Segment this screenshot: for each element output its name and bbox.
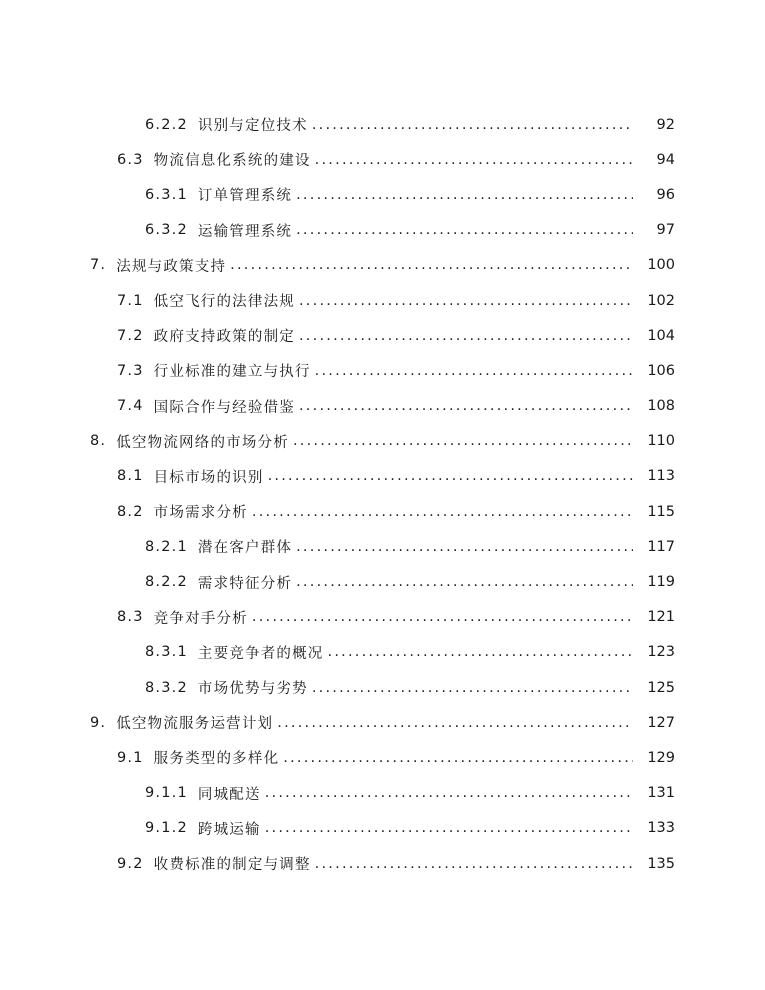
- toc-entry-number: 8.: [90, 433, 107, 450]
- toc-entry-page: 96: [656, 186, 675, 203]
- toc-entry-number: 7.1: [117, 292, 144, 309]
- toc-entry-page: 121: [647, 609, 675, 626]
- toc-entry-number: 6.3.2: [145, 222, 188, 239]
- dot-leader: [312, 117, 633, 133]
- dot-leader: [268, 468, 633, 484]
- toc-entry-title: 物流信息化系统的建设: [153, 153, 311, 170]
- toc-entry-title: 低空飞行的法律法规: [153, 294, 295, 311]
- toc-entry-title: 运输管理系统: [197, 223, 293, 240]
- dot-leader: [277, 715, 633, 731]
- toc-entry-title: 市场优势与劣势: [197, 681, 308, 698]
- dot-leader: [312, 680, 633, 696]
- dot-leader: [296, 222, 633, 238]
- toc-entry[interactable]: [0, 353, 765, 388]
- toc-entry-title: 识别与定位技术: [197, 118, 308, 135]
- toc-entry-page: 110: [647, 433, 675, 450]
- dot-leader: [328, 644, 633, 660]
- toc-entry-page: 117: [647, 538, 675, 555]
- dot-leader: [299, 328, 633, 344]
- toc-entry[interactable]: [0, 283, 765, 318]
- toc-entry-page: 104: [647, 327, 675, 344]
- toc-entry-page: 94: [656, 151, 675, 168]
- toc-entry-number: 8.3: [117, 609, 144, 626]
- toc-entry[interactable]: [0, 213, 765, 248]
- toc-entry[interactable]: [0, 494, 765, 529]
- toc-entry-title: 国际合作与经验借鉴: [153, 399, 295, 416]
- toc-entry-title: 目标市场的识别: [153, 469, 264, 486]
- toc-entry[interactable]: [0, 389, 765, 424]
- toc-entry-page: 100: [647, 257, 675, 274]
- dot-leader: [296, 187, 633, 203]
- toc-entry[interactable]: [0, 811, 765, 846]
- toc-entry[interactable]: [0, 177, 765, 212]
- dot-leader: [230, 257, 633, 273]
- toc-entry[interactable]: [0, 600, 765, 635]
- toc-entry-number: 9.1: [117, 749, 144, 766]
- toc-entry-title: 同城配送: [197, 786, 261, 803]
- table-of-contents: [0, 107, 765, 881]
- toc-entry-page: 113: [647, 468, 675, 485]
- toc-entry-number: 7.2: [117, 327, 144, 344]
- toc-entry-number: 9.: [90, 714, 107, 731]
- toc-entry[interactable]: [0, 670, 765, 705]
- toc-entry-number: 6.2.2: [145, 116, 188, 133]
- dot-leader: [299, 293, 633, 309]
- toc-entry-title: 低空物流服务运营计划: [116, 716, 274, 733]
- toc-entry-title: 收费标准的制定与调整: [153, 857, 311, 874]
- toc-entry-number: 9.1.2: [145, 820, 188, 837]
- toc-entry-page: 125: [647, 679, 675, 696]
- toc-entry-number: 6.3.1: [145, 186, 188, 203]
- toc-entry-number: 7.4: [117, 398, 144, 415]
- toc-entry[interactable]: [0, 248, 765, 283]
- dot-leader: [296, 574, 633, 590]
- dot-leader: [315, 363, 633, 379]
- toc-entry-page: 97: [656, 222, 675, 239]
- toc-entry-number: 8.2.1: [145, 538, 188, 555]
- toc-entry-title: 竞争对手分析: [153, 610, 248, 627]
- dot-leader: [252, 609, 633, 625]
- dot-leader: [265, 820, 633, 836]
- toc-entry-title: 跨城运输: [197, 821, 261, 838]
- dot-leader: [265, 785, 633, 801]
- toc-entry-title: 法规与政策支持: [116, 258, 227, 275]
- toc-entry[interactable]: [0, 846, 765, 881]
- toc-entry-page: 135: [647, 855, 675, 872]
- toc-entry-number: 8.1: [117, 468, 144, 485]
- toc-entry-title: 低空物流网络的市场分析: [116, 434, 289, 451]
- dot-leader: [299, 398, 633, 414]
- toc-entry-number: 7.: [90, 257, 107, 274]
- toc-entry-title: 行业标准的建立与执行: [153, 364, 311, 381]
- toc-entry-title: 市场需求分析: [153, 505, 248, 522]
- dot-leader: [283, 750, 633, 766]
- toc-entry-number: 8.2: [117, 503, 144, 520]
- toc-entry-page: 123: [647, 644, 675, 661]
- toc-entry-page: 129: [647, 749, 675, 766]
- toc-entry-title: 订单管理系统: [197, 188, 293, 205]
- toc-entry-page: 119: [647, 574, 675, 591]
- toc-entry[interactable]: [0, 740, 765, 775]
- toc-entry-number: 8.2.2: [145, 574, 188, 591]
- toc-entry[interactable]: [0, 424, 765, 459]
- toc-entry[interactable]: [0, 318, 765, 353]
- toc-entry-title: 政府支持政策的制定: [153, 329, 295, 346]
- toc-entry[interactable]: [0, 459, 765, 494]
- toc-entry-number: 9.2: [117, 855, 144, 872]
- dot-leader: [252, 504, 633, 520]
- toc-entry-number: 8.3.1: [145, 644, 188, 661]
- toc-entry-page: 127: [647, 714, 675, 731]
- toc-entry[interactable]: [0, 107, 765, 142]
- toc-entry-page: 108: [647, 398, 675, 415]
- dot-leader: [296, 539, 633, 555]
- toc-entry[interactable]: [0, 529, 765, 564]
- toc-entry-title: 潜在客户群体: [197, 540, 293, 557]
- toc-entry-page: 131: [647, 785, 675, 802]
- toc-entry-title: 需求特征分析: [197, 575, 293, 592]
- toc-entry[interactable]: [0, 776, 765, 811]
- toc-entry[interactable]: [0, 564, 765, 599]
- dot-leader: [315, 856, 633, 872]
- toc-entry[interactable]: [0, 635, 765, 670]
- toc-entry-page: 133: [647, 820, 675, 837]
- toc-entry-page: 102: [647, 292, 675, 309]
- toc-entry-page: 115: [647, 503, 675, 520]
- dot-leader: [315, 152, 633, 168]
- toc-entry-title: 服务类型的多样化: [153, 751, 280, 768]
- dot-leader: [293, 433, 633, 449]
- toc-entry-title: 主要竞争者的概况: [197, 645, 324, 662]
- toc-entry[interactable]: [0, 142, 765, 177]
- toc-entry-number: 6.3: [117, 151, 144, 168]
- toc-entry-number: 7.3: [117, 362, 144, 379]
- toc-entry[interactable]: [0, 705, 765, 740]
- toc-entry-page: 106: [647, 362, 675, 379]
- toc-entry-number: 9.1.1: [145, 785, 188, 802]
- toc-entry-page: 92: [656, 116, 675, 133]
- toc-entry-number: 8.3.2: [145, 679, 188, 696]
